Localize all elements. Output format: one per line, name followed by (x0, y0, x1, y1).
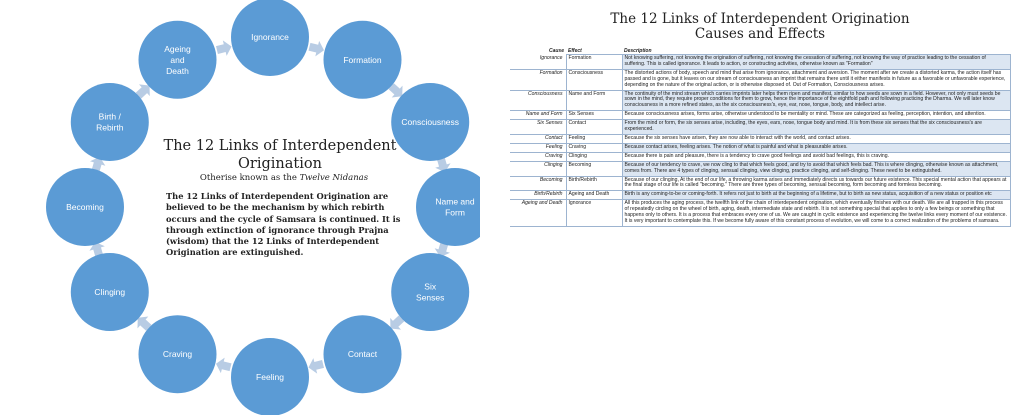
cause-cell: Craving (510, 152, 566, 161)
table-row (510, 111, 1010, 120)
header-cause: Cause (548, 48, 564, 55)
effect-cell: Craving (566, 143, 622, 152)
description-cell: Not knowing suffering, not knowing the origination of suffering, not knowing the cessation of suffering, not knowing the way of practice leading to the cessation of suffering. This is called ignorance. It leads to action, or constructing activities, otherwise known as "Formation" (622, 55, 1010, 70)
cycle-node-label: Senses (416, 292, 445, 303)
table-row (510, 176, 1010, 191)
causes-effects-table (510, 48, 1011, 227)
table-row (510, 161, 1010, 176)
description-cell: The distorted actions of body, speech and mind that arise from ignorance, attachment and aversion. The moment after we create a distorted karma, the action itself has passed and is gone, but it leaves on our stream of consciousness an imprint that remains there until it either manifests in future as a favorable or unfavorable experience, depending on the nature of the original action, or is otherwise disposed of. Out of Formation, Consciousness arises. (622, 69, 1010, 90)
cycle-arrow-icon (307, 356, 325, 375)
cycle-node (324, 315, 402, 393)
table-row (510, 152, 1010, 161)
cause-cell: Clinging (510, 161, 566, 176)
nidanas-cycle-diagram (0, 0, 480, 415)
cycle-node-label: Form (445, 207, 465, 218)
subtitle-prefix: Otherise known as the (199, 173, 297, 183)
cycle-node-label: Ageing (164, 43, 191, 54)
diagram-body-text: The 12 Links of Interdependent Origination are believed to be the mechanism by which rebirth occurs and the cycle of Samsara is continued. It is through extinction of ignorance through Prajna (wisdom) that the 12 Links of Interdependent Origination are extinguished. (166, 191, 401, 258)
cause-cell: Name and Form (510, 111, 566, 120)
cause-cell: Contact (510, 134, 566, 143)
cycle-node-label: Feeling (256, 372, 284, 382)
cycle-node (231, 0, 309, 76)
effect-cell: Feeling (566, 134, 622, 143)
cause-cell: Formation (510, 69, 566, 90)
cycle-node-label: Death (166, 65, 189, 76)
cycle-node-label: Clinging (94, 287, 126, 297)
cycle-node (231, 338, 309, 415)
causes-effects-panel (510, 12, 1020, 412)
effect-cell: Ageing and Death (566, 191, 622, 200)
cause-cell: Consciousness (510, 90, 566, 111)
cycle-node-label: Consciousness (401, 117, 460, 127)
table-row (510, 191, 1010, 200)
cycle-node (71, 83, 149, 161)
description-cell: The continuity of the mind stream which carries imprints later helps them ripen and manifest, similar to how seeds are sown in a field. However, not only must seeds be sown in the mind, they require proper conditions for them to grow, hence the importance of the eightfold path and following practicing the Dharma. We will later know consciousness in a more refined states, as the six consciousness's, eye, ear, nose, tongue, body, and intellect arise. (622, 90, 1010, 111)
cause-cell: Feeling (510, 143, 566, 152)
cycle-node (391, 253, 469, 331)
cycle-arrow-icon (215, 39, 233, 58)
description-cell: From the mind or form, the six senses arise, including, the eyes, ears, nose, tongue body and mind. It is from these six senses that the six consciousness's are experienced. (622, 120, 1010, 135)
cycle-node-label: Six (424, 281, 437, 292)
cycle-node-label: Rebirth (96, 122, 124, 133)
table-row (510, 200, 1010, 227)
cycle-node (71, 253, 149, 331)
description-cell: Because there is pain and pleasure, there is a tendency to crave good feelings and avoid bad feelings, this is craving. (622, 152, 1010, 161)
cycle-node-label: Becoming (66, 202, 104, 212)
cycle-node-label: Name and (435, 196, 475, 207)
table-row (510, 90, 1010, 111)
table-row (510, 69, 1010, 90)
subtitle-italic: Twelve Nidanas (299, 173, 369, 183)
cause-cell: Ignorance (510, 55, 566, 70)
cause-cell: Birth/Rebirth (510, 191, 566, 200)
cycle-node (46, 168, 124, 246)
effect-cell: Contact (566, 120, 622, 135)
diagram-subtitle (168, 173, 400, 183)
cycle-node-label: Birth / (98, 111, 121, 122)
table-title-line1: The 12 Links of Interdependent Origination (610, 11, 910, 27)
cycle-node-label: Craving (162, 349, 193, 360)
description-cell: Birth is any coming-to-be or coming-forth. It refers not just to birth at the beginning of a lifetime, but to birth as new status, acquisition of a new status or position etc (622, 191, 1010, 200)
table-row (510, 143, 1010, 152)
table-row (510, 120, 1010, 135)
description-cell: Because contact arises, feeling arises. The notion of what is painful and what is pleasurable arises. (622, 143, 1010, 152)
cycle-node (139, 315, 217, 393)
cycle-node-label: Formation (343, 54, 382, 65)
cycle-arrow-icon (308, 39, 326, 58)
cycle-node-label: and (170, 54, 185, 65)
header-effect: Effect (568, 48, 582, 54)
effect-cell: Ignorance (566, 200, 622, 227)
header-description: Description (624, 48, 652, 54)
effect-cell: Six Senses (566, 111, 622, 120)
effect-cell: Birth/Rebirth (566, 176, 622, 191)
description-cell: Because consciousness arises, forms arise, otherwise understood to be mentality or mind. These are categorized as feeling, perception, intention, and attention. (622, 111, 1010, 120)
effect-cell: Consciousness (566, 69, 622, 90)
table-title-line2: Causes and Effects (694, 26, 826, 42)
description-cell: All this produces the aging process, the twelfth link of the chain of interdependent origination, which eventually finishes with our death. We are all trapped in this process of repeatedly circling on the wheel of birth, aging, death, intermediate state and rebirth. It is not something special that applies to only a few beings or something that happens only to others. It is a process that embraces every one of us. We are caught in cyclic existence and experiencing the twelve links every moment of our existence. It is very important to contemplate this. If we become fully aware of this constant process of evolution, we will come to a correct realization of the problems of samsara. (622, 200, 1010, 227)
description-cell: Because of our tendency to crave, we now cling to that which feels good, and try to avoid that which feels bad. This is where clinging, otherwise known as attachment, comes from. There are 4 types of clinging, sensual clinging, view clinging, practice clinging, and self-clinging. These need to be extinguished. (622, 161, 1010, 176)
table-row (510, 55, 1010, 70)
diagram-title: The 12 Links of Interdependent Origination (163, 138, 397, 172)
cause-cell: Becoming (510, 176, 566, 191)
description-cell: Because of our clinging, At the end of our life, a throwing karma arises and immediately directs us towards our future existence. This special mental action that appears at the final stage of our life is called "becoming." There are three types of becoming, sensual becoming, form becoming and formless becoming. (622, 176, 1010, 191)
cycle-node (416, 168, 480, 246)
cause-cell: Ageing and Death (510, 200, 566, 227)
cycle-node-label: Ignorance (251, 32, 289, 42)
cycle-node (139, 21, 217, 99)
description-cell: Because the six senses have arisen, they are now able to interact with the world, and contact arises. (622, 134, 1010, 143)
cycle-node (324, 21, 402, 99)
effect-cell: Becoming (566, 161, 622, 176)
effect-cell: Clinging (566, 152, 622, 161)
effect-cell: Name and Form (566, 90, 622, 111)
cause-cell: Six Senses (510, 120, 566, 135)
cycle-node-label: Contact (347, 349, 378, 360)
table-row (510, 134, 1010, 143)
effect-cell: Formation (566, 55, 622, 70)
cycle-arrow-icon (214, 356, 232, 375)
cycle-node (391, 83, 469, 161)
